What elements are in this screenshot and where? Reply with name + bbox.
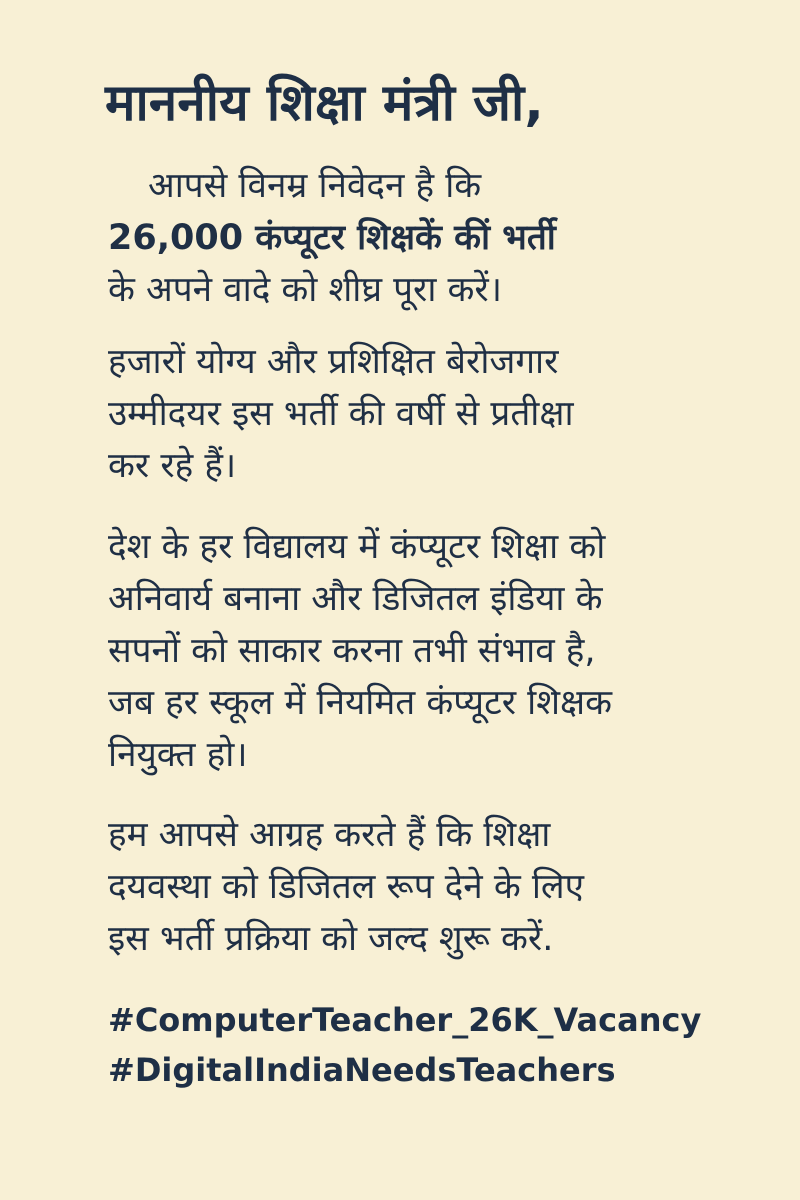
paragraph-line: दयवस्था को डिजितल रूप देने के लिए [108, 867, 585, 907]
paragraph-digital-india [108, 521, 742, 781]
paragraph-line: देश के हर विद्यालय में कंप्यूटर शिक्षा को [108, 527, 606, 567]
paragraph-line-highlight: 26,000 कंप्यूटर शिक्षकें कीं भर्ती [108, 218, 556, 258]
paragraph-line: सपनों को साकार करना तभी संभाव है, [108, 631, 596, 671]
paragraph-line: जब हर स्कूल में नियमित कंप्यूटर शिक्षक [108, 683, 613, 723]
paragraph-line: उम्मीदयर इस भर्ती की वर्षी से प्रतीक्षा [108, 394, 574, 434]
paragraph-line: हम आपसे आग्रह करते हैं कि शिक्षा [108, 815, 551, 855]
paragraph-candidates [108, 336, 742, 492]
paragraph-line: नियुक्त हो। [108, 735, 248, 775]
paragraph-line: के अपने वादे को शीघ्र पूरा करें। [108, 270, 503, 310]
paragraph-line: कर रहे हैं। [108, 446, 237, 486]
salutation-title: माननीय शिक्षा मंत्री जी, [105, 74, 544, 133]
paragraph-line: अनिवार्य बनाना और डिजितल इंडिया के [108, 579, 603, 619]
paragraph-line: आपसे विनम्र निवेदन है कि [148, 166, 482, 206]
hashtag: #DigitalIndiaNeedsTeachers [108, 1051, 616, 1089]
paragraph-request [108, 160, 742, 316]
paragraph-line: इस भर्ती प्रक्रिया को जल्द शुरू करें. [108, 919, 554, 959]
paragraph-appeal [108, 809, 742, 965]
hashtag: #ComputerTeacher_26K_Vacancy [108, 1001, 702, 1039]
paragraph-line: हजारों योग्य और प्रशिक्षित बेरोजगार [108, 342, 559, 382]
hashtag-list [108, 995, 742, 1095]
